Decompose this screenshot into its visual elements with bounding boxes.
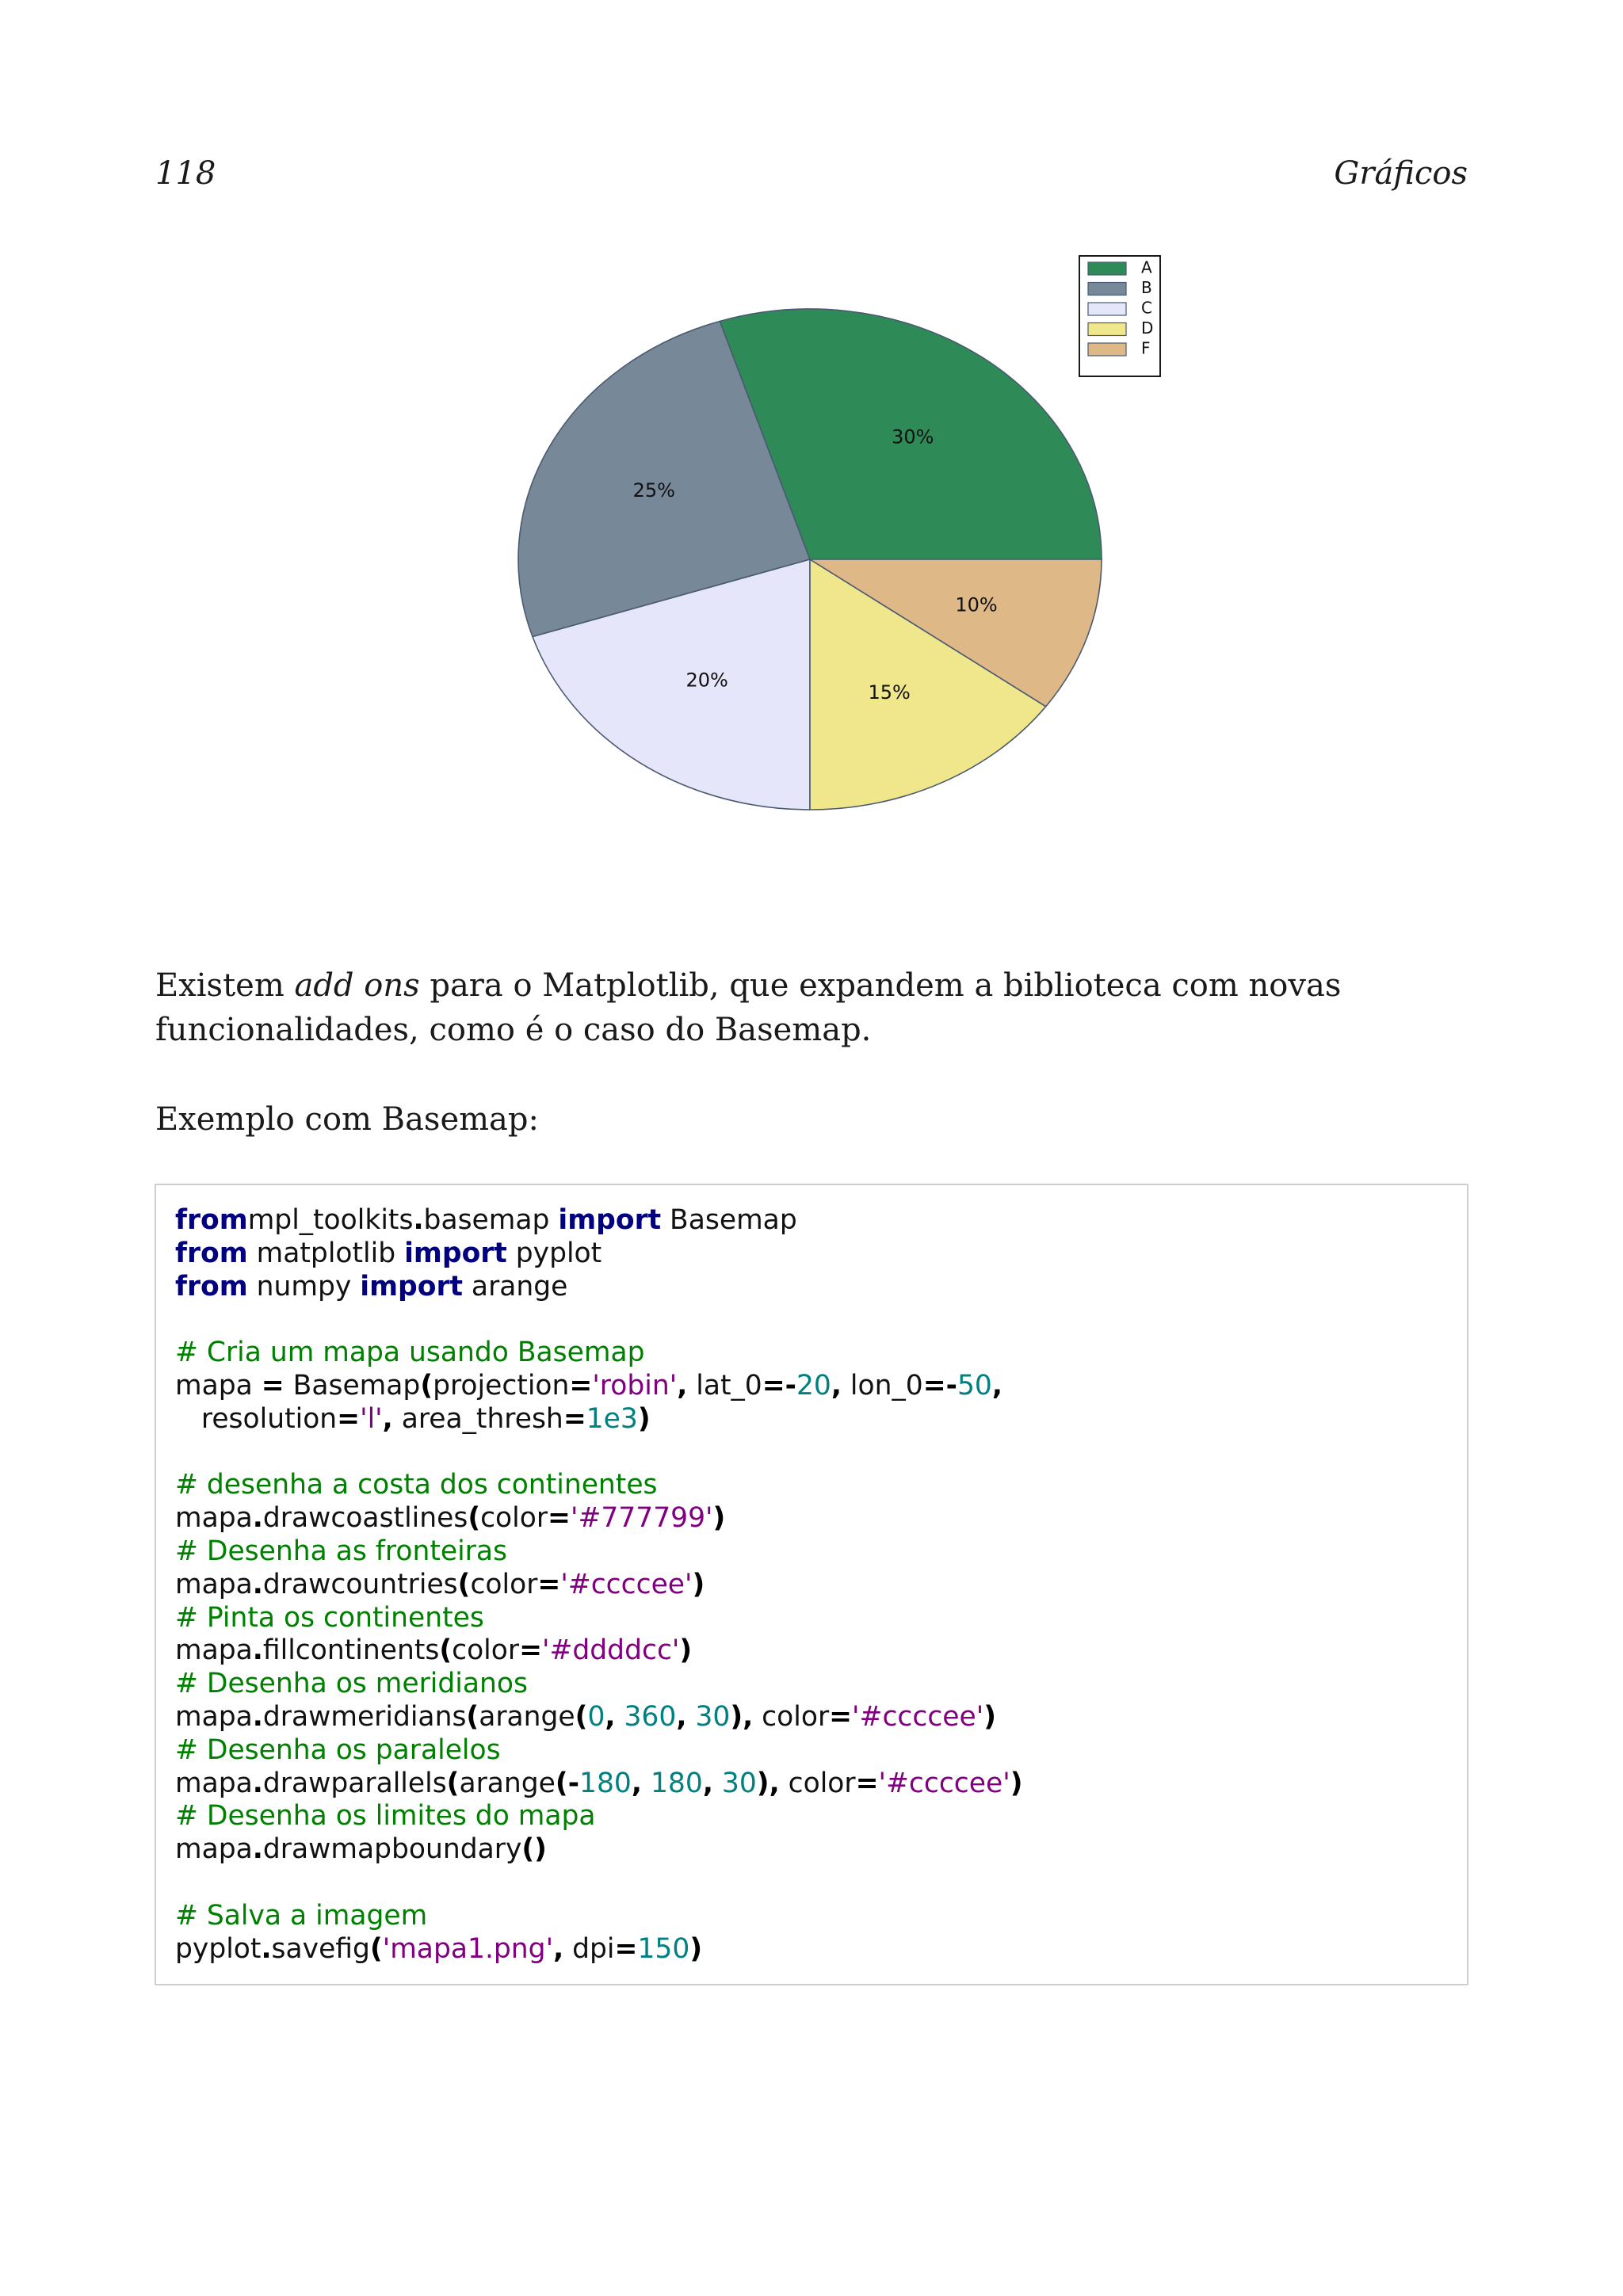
code-token: lon_0	[841, 1369, 923, 1402]
code-token: drawcoastlines	[262, 1502, 468, 1535]
code-token: from	[175, 1237, 248, 1269]
code-token: ,	[991, 1369, 1002, 1402]
code-token	[642, 1768, 651, 1799]
code-listing	[175, 1204, 1023, 1966]
code-token: import	[404, 1237, 507, 1269]
pie-label-f: 10%	[955, 593, 998, 616]
code-token: matplotlib	[247, 1237, 405, 1269]
code-token: '#ccccee'	[878, 1767, 1010, 1799]
code-token: '#ccccee'	[560, 1568, 693, 1600]
page-number: 118	[155, 155, 216, 192]
code-line-21	[175, 1867, 1023, 1900]
code-token: dpi	[563, 1932, 615, 1965]
code-line-6	[175, 1370, 1023, 1403]
code-line-15	[175, 1668, 1023, 1701]
code-token: # Desenha os paralelos	[175, 1733, 501, 1766]
code-line-11	[175, 1535, 1023, 1569]
code-token: =	[569, 1369, 593, 1402]
code-line-17	[175, 1734, 1023, 1768]
code-token: from	[175, 1204, 248, 1236]
code-token: # Cria um mapa usando Basemap	[175, 1337, 645, 1369]
code-token	[713, 1768, 722, 1799]
code-token: )	[712, 1502, 726, 1535]
code-token: =	[614, 1932, 638, 1965]
pie-label-c: 20%	[685, 669, 728, 692]
code-token: (	[468, 1502, 481, 1535]
code-token: ,	[677, 1369, 688, 1402]
code-token: 150	[637, 1932, 690, 1965]
code-token: numpy	[247, 1270, 361, 1302]
code-token: drawparallels	[262, 1767, 447, 1799]
code-token: 30	[721, 1767, 757, 1799]
code-token: (	[466, 1700, 479, 1733]
code-token: =	[548, 1502, 571, 1535]
code-token: ,	[553, 1932, 564, 1965]
pie-label-d: 15%	[868, 681, 911, 704]
code-line-10	[175, 1502, 1023, 1535]
code-line-8	[175, 1436, 1023, 1470]
code-token: mapa	[175, 1369, 262, 1402]
code-token: color	[480, 1502, 548, 1535]
intro-emphasis: add ons	[294, 967, 420, 1004]
intro-text-1: Existem	[155, 967, 295, 1004]
code-token: '#777799'	[570, 1502, 713, 1535]
code-token: arange	[462, 1270, 568, 1302]
code-token: mapa	[175, 1568, 253, 1600]
code-token: color	[470, 1568, 538, 1600]
code-token: area_thresh	[392, 1402, 563, 1435]
code-line-1	[175, 1204, 1023, 1238]
code-token: 1e3	[586, 1402, 638, 1435]
code-token: =	[519, 1634, 542, 1667]
legend-label-c: C	[1141, 298, 1152, 318]
code-token: (-	[555, 1767, 580, 1799]
code-token: mapa	[175, 1634, 253, 1667]
code-token: savefig	[271, 1932, 370, 1965]
code-token: ,	[831, 1369, 842, 1402]
code-token: lat_0	[687, 1369, 762, 1402]
code-token: 'robin'	[592, 1369, 678, 1402]
code-token: projection	[433, 1369, 570, 1402]
code-token: 30	[695, 1700, 731, 1733]
code-token: (	[446, 1767, 460, 1799]
code-line-13	[175, 1602, 1023, 1635]
code-token: # Desenha os limites do mapa	[175, 1800, 596, 1833]
code-token: ),	[756, 1767, 780, 1799]
code-token: )	[1010, 1767, 1023, 1799]
code-token: .	[252, 1833, 263, 1866]
code-token: .	[252, 1502, 263, 1535]
code-token: color	[779, 1767, 856, 1799]
code-token: resolution	[175, 1402, 338, 1435]
legend-swatch-d	[1088, 323, 1126, 336]
code-token: Basemap	[284, 1369, 421, 1402]
code-token: drawcountries	[262, 1568, 458, 1600]
code-token: drawmeridians	[262, 1700, 467, 1733]
code-token: 'mapa1.png'	[382, 1932, 554, 1965]
code-token: .	[413, 1204, 424, 1236]
code-token: arange	[479, 1700, 575, 1733]
code-line-2	[175, 1238, 1023, 1271]
pie-label-a: 30%	[892, 425, 934, 448]
code-block	[155, 1184, 1468, 1985]
code-token: (	[439, 1634, 453, 1667]
intro-paragraph	[155, 963, 1471, 1052]
code-token: # desenha a costa dos continentes	[175, 1469, 658, 1501]
code-token: =	[537, 1568, 561, 1600]
legend-label-d: D	[1141, 318, 1154, 338]
code-token: ,	[631, 1767, 642, 1799]
code-line-5	[175, 1337, 1023, 1370]
code-token: =-	[922, 1369, 957, 1402]
code-token: 360	[624, 1700, 677, 1733]
code-line-22	[175, 1900, 1023, 1933]
pie-chart-svg	[507, 252, 1173, 822]
code-token: )	[637, 1402, 651, 1435]
chapter-title: Gráficos	[1334, 155, 1468, 192]
intro-text-2: para o Matplotlib, que expandem a biblioteca com novas funcionalidades, como é o caso do Basemap.	[155, 967, 1342, 1048]
code-token: arange	[459, 1767, 556, 1799]
code-token: # Pinta os continentes	[175, 1601, 484, 1634]
code-token: fillcontinents	[262, 1634, 440, 1667]
code-token: =	[855, 1767, 879, 1799]
code-token: color	[753, 1700, 830, 1733]
legend-label-a: A	[1141, 257, 1152, 277]
code-token: ()	[521, 1833, 547, 1866]
legend-label-b: B	[1141, 278, 1152, 297]
code-token: # Desenha as fronteiras	[175, 1535, 507, 1567]
code-token: from	[175, 1270, 248, 1302]
code-token: ),	[730, 1700, 754, 1733]
code-token: )	[983, 1700, 997, 1733]
code-line-4	[175, 1303, 1023, 1337]
code-token: )	[692, 1568, 705, 1600]
code-line-3	[175, 1271, 1023, 1304]
code-token: import	[558, 1204, 662, 1236]
legend-swatch-a	[1088, 262, 1126, 275]
code-token: basemap	[423, 1204, 559, 1236]
code-token: 50	[957, 1369, 992, 1402]
code-token: .	[252, 1700, 263, 1733]
code-token: 20	[796, 1369, 831, 1402]
code-token: ,	[702, 1767, 713, 1799]
pie-label-b: 25%	[632, 479, 675, 502]
code-token: .	[261, 1932, 272, 1965]
code-token: =	[337, 1402, 361, 1435]
code-token: mapa	[175, 1833, 253, 1866]
code-line-16	[175, 1701, 1023, 1734]
code-token: 0	[587, 1700, 605, 1733]
legend-label-f: F	[1141, 338, 1151, 358]
code-token: mapa	[175, 1700, 253, 1733]
code-token: (	[420, 1369, 433, 1402]
code-token: ,	[676, 1700, 687, 1733]
code-line-14	[175, 1634, 1023, 1668]
code-token: mpl_toolkits	[247, 1204, 414, 1236]
code-token: .	[252, 1767, 263, 1799]
code-token	[616, 1701, 624, 1733]
code-token: 'l'	[360, 1402, 383, 1435]
code-token: =-	[762, 1369, 796, 1402]
code-token: .	[252, 1634, 263, 1667]
code-line-7	[175, 1403, 1023, 1436]
code-token: .	[252, 1568, 263, 1600]
chart-legend	[1079, 256, 1160, 376]
code-line-9	[175, 1469, 1023, 1502]
code-line-23	[175, 1933, 1023, 1966]
code-token: color	[452, 1634, 520, 1667]
code-token: drawmapboundary	[262, 1833, 522, 1866]
code-token: 180	[650, 1767, 703, 1799]
code-token: pyplot	[506, 1237, 602, 1269]
legend-swatch-b	[1088, 283, 1126, 296]
code-token: )	[679, 1634, 693, 1667]
code-token: mapa	[175, 1767, 253, 1799]
code-token: (	[575, 1700, 588, 1733]
code-token: ,	[605, 1700, 616, 1733]
legend-swatch-c	[1088, 303, 1126, 315]
code-line-20	[175, 1833, 1023, 1867]
code-token: 180	[579, 1767, 632, 1799]
code-token: '#ddddcc'	[541, 1634, 680, 1667]
code-token: Basemap	[661, 1204, 797, 1236]
pie-chart	[507, 252, 1173, 822]
code-token: (	[457, 1568, 471, 1600]
code-token: pyplot	[175, 1932, 262, 1965]
code-token: import	[360, 1270, 463, 1302]
code-token	[686, 1701, 695, 1733]
code-token: )	[689, 1932, 703, 1965]
code-line-19	[175, 1800, 1023, 1833]
code-token: (	[369, 1932, 383, 1965]
code-line-12	[175, 1569, 1023, 1602]
code-token: =	[261, 1369, 285, 1402]
code-token: mapa	[175, 1502, 253, 1535]
code-line-18	[175, 1768, 1023, 1801]
code-token: # Salva a imagem	[175, 1899, 428, 1932]
legend-swatch-f	[1088, 343, 1126, 356]
example-label: Exemplo com Basemap:	[155, 1101, 539, 1138]
code-token: =	[829, 1700, 853, 1733]
code-token: =	[563, 1402, 586, 1435]
code-token: '#ccccee'	[852, 1700, 984, 1733]
code-token: ,	[382, 1402, 393, 1435]
code-token: # Desenha os meridianos	[175, 1668, 528, 1700]
